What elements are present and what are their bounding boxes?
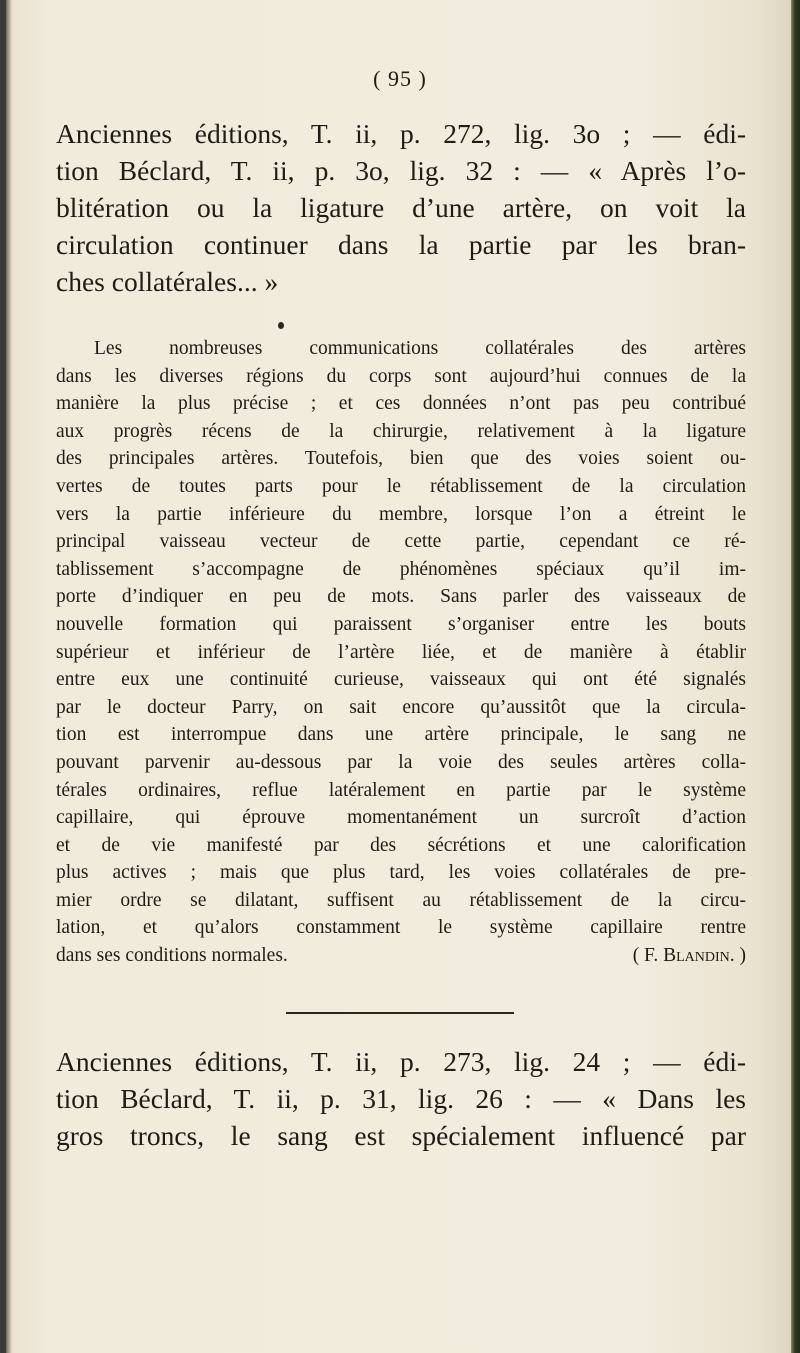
text-line: térales ordinaires, reflue latéralement en partie par le système bbox=[56, 779, 746, 801]
text-line: des principales artères. Toutefois, bien que des voies soient ou- bbox=[56, 448, 746, 470]
text-line: principal vaisseau vecteur de cette partie, cependant ce ré- bbox=[56, 531, 746, 553]
text-line: par le docteur Parry, on sait encore qu’aussitôt que la circula- bbox=[56, 696, 746, 718]
text-line: dans ses conditions normales. bbox=[56, 945, 288, 967]
text-line: vers la partie inférieure du membre, lorsque l’on a étreint le bbox=[56, 503, 746, 525]
text-line: blitération ou la ligature d’une artère, on voit la bbox=[56, 192, 746, 223]
text-line: mier ordre se dilatant, suffisent au rétablissement de la circu- bbox=[56, 889, 746, 911]
section-divider bbox=[286, 1012, 514, 1014]
text-line: Anciennes éditions, T. ii, p. 272, lig. 3o ; — édi- bbox=[56, 118, 746, 149]
page-number: ( 95 ) bbox=[373, 66, 427, 91]
text-line: manière la plus précise ; et ces données n’ont pas peu contribué bbox=[56, 393, 746, 415]
text-line: supérieur et inférieur de l’artère liée, et de manière à établir bbox=[56, 641, 746, 663]
text-line: circulation continuer dans la partie par les bran- bbox=[56, 229, 746, 260]
text-line: gros troncs, le sang est spécialement influencé par bbox=[56, 1120, 746, 1151]
text-line: Les nombreuses communications collatérales des artères bbox=[94, 338, 746, 359]
section-1-text bbox=[56, 115, 746, 300]
text-line: porte d’indiquer en peu de mots. Sans parler des vaisseaux de bbox=[56, 586, 746, 608]
text-line: lation, et qu’alors constamment le système capillaire rentre bbox=[56, 917, 746, 939]
text-line: aux progrès récens de la chirurgie, relativement à la ligature bbox=[56, 420, 746, 442]
text-line: et de vie manifesté par des sécrétions et une calorification bbox=[56, 834, 746, 856]
ink-mark bbox=[278, 322, 284, 329]
section-2-text bbox=[56, 1043, 746, 1154]
footnote-last-line bbox=[56, 942, 746, 970]
text-line: tion Béclard, T. ii, p. 31, lig. 26 : — « Dans les bbox=[56, 1083, 746, 1114]
text-line: Anciennes éditions, T. ii, p. 273, lig. 24 ; — édi- bbox=[56, 1046, 746, 1077]
text-line: nouvelle formation qui paraissent s’organiser entre les bouts bbox=[56, 613, 746, 635]
text-line: capillaire, qui éprouve momentanément un surcroît d’action bbox=[56, 807, 746, 829]
text-line: pouvant parvenir au-dessous par la voie des seules artères colla- bbox=[56, 751, 746, 773]
text-line: vertes de toutes parts pour le rétablissement de la circulation bbox=[56, 475, 746, 497]
text-line: dans les diverses régions du corps sont aujourd’hui connues de la bbox=[56, 365, 746, 387]
page-fore-edge bbox=[791, 0, 800, 1353]
text-line: plus actives ; mais que plus tard, les voies collatérales de pre- bbox=[56, 862, 746, 884]
text-line: entre eux une continuité curieuse, vaisseaux qui ont été signalés bbox=[56, 669, 746, 691]
footnote-blandin bbox=[56, 335, 746, 970]
page-binding-shadow bbox=[6, 0, 12, 1353]
text-line: ches collatérales... » bbox=[56, 266, 279, 297]
text-line: tion Béclard, T. ii, p. 3o, lig. 32 : — « Après l’o- bbox=[56, 155, 746, 186]
text-line: tablissement s’accompagne de phénomènes spéciaux qu’il im- bbox=[56, 558, 746, 580]
footnote-signature: ( F. Blandin. ) bbox=[632, 945, 746, 967]
text-line: tion est interrompue dans une artère principale, le sang ne bbox=[56, 724, 746, 746]
